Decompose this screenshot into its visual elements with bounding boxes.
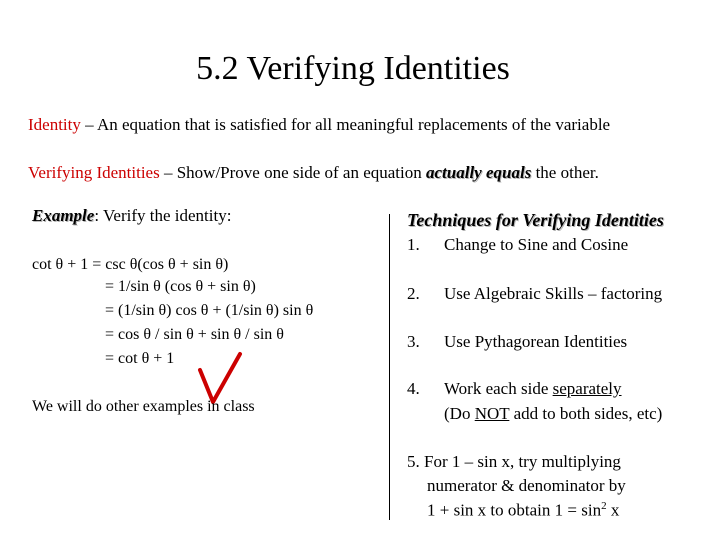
term-verifying-identities: Verifying Identities [28, 163, 160, 182]
example-text: : Verify the identity: [94, 206, 232, 225]
technique-number: 1. [407, 235, 420, 254]
column-divider [389, 214, 390, 520]
technique-number: 4. [407, 379, 420, 398]
superscript: 2 [601, 500, 607, 512]
equation-line: cot θ + 1 = csc θ(cos θ + sin θ) [32, 256, 229, 273]
technique-item [407, 379, 622, 399]
technique-text: Change to Sine and Cosine [444, 235, 629, 254]
technique-text: (Do [444, 404, 475, 423]
technique-text: Work each side [444, 379, 553, 398]
technique-item [407, 452, 621, 472]
example-label: Example [32, 206, 95, 225]
definition-verifying-text-before: – Show/Prove one side of an equation [159, 163, 427, 182]
example-footer: We will do other examples in class [32, 398, 255, 415]
technique-item [407, 284, 662, 304]
technique-item-continued: numerator & denominator by [427, 476, 626, 495]
technique-text: x [606, 500, 620, 520]
technique-text: 1 + sin x to obtain 1 = sin [427, 500, 602, 520]
technique-item [407, 332, 627, 352]
technique-text: For 1 – sin x, try multiplying [424, 452, 621, 471]
emphasis-actually-equals: actually equals [426, 163, 532, 182]
definition-verifying-text-after: the other. [531, 163, 599, 182]
technique-underline: NOT [474, 404, 510, 423]
technique-item-continued [427, 500, 619, 521]
equation-line: = cot θ + 1 [105, 350, 175, 367]
definition-verifying [28, 163, 599, 183]
techniques-title: Techniques for Verifying Identities [407, 210, 664, 230]
slide-title: 5.2 Verifying Identities [196, 50, 510, 87]
technique-text: add to both sides, etc) [509, 404, 663, 423]
term-identity: Identity [28, 115, 81, 134]
example-heading [32, 206, 231, 226]
equation-line: = (1/sin θ) cos θ + (1/sin θ) sin θ [105, 302, 314, 319]
technique-number: 5. [407, 452, 420, 471]
equation-line: = 1/sin θ (cos θ + sin θ) [105, 278, 256, 295]
technique-item-continued [444, 404, 662, 424]
technique-text: Use Algebraic Skills – factoring [444, 284, 663, 303]
technique-number: 2. [407, 284, 420, 303]
technique-item [407, 235, 628, 255]
equation-line: = cos θ / sin θ + sin θ / sin θ [105, 326, 284, 343]
technique-underline: separately [552, 379, 622, 398]
definition-identity [28, 115, 610, 135]
definition-identity-text: – An equation that is satisfied for all meaningful replacements of the variable [80, 115, 611, 134]
technique-text: Use Pythagorean Identities [444, 332, 628, 351]
technique-number: 3. [407, 332, 420, 351]
